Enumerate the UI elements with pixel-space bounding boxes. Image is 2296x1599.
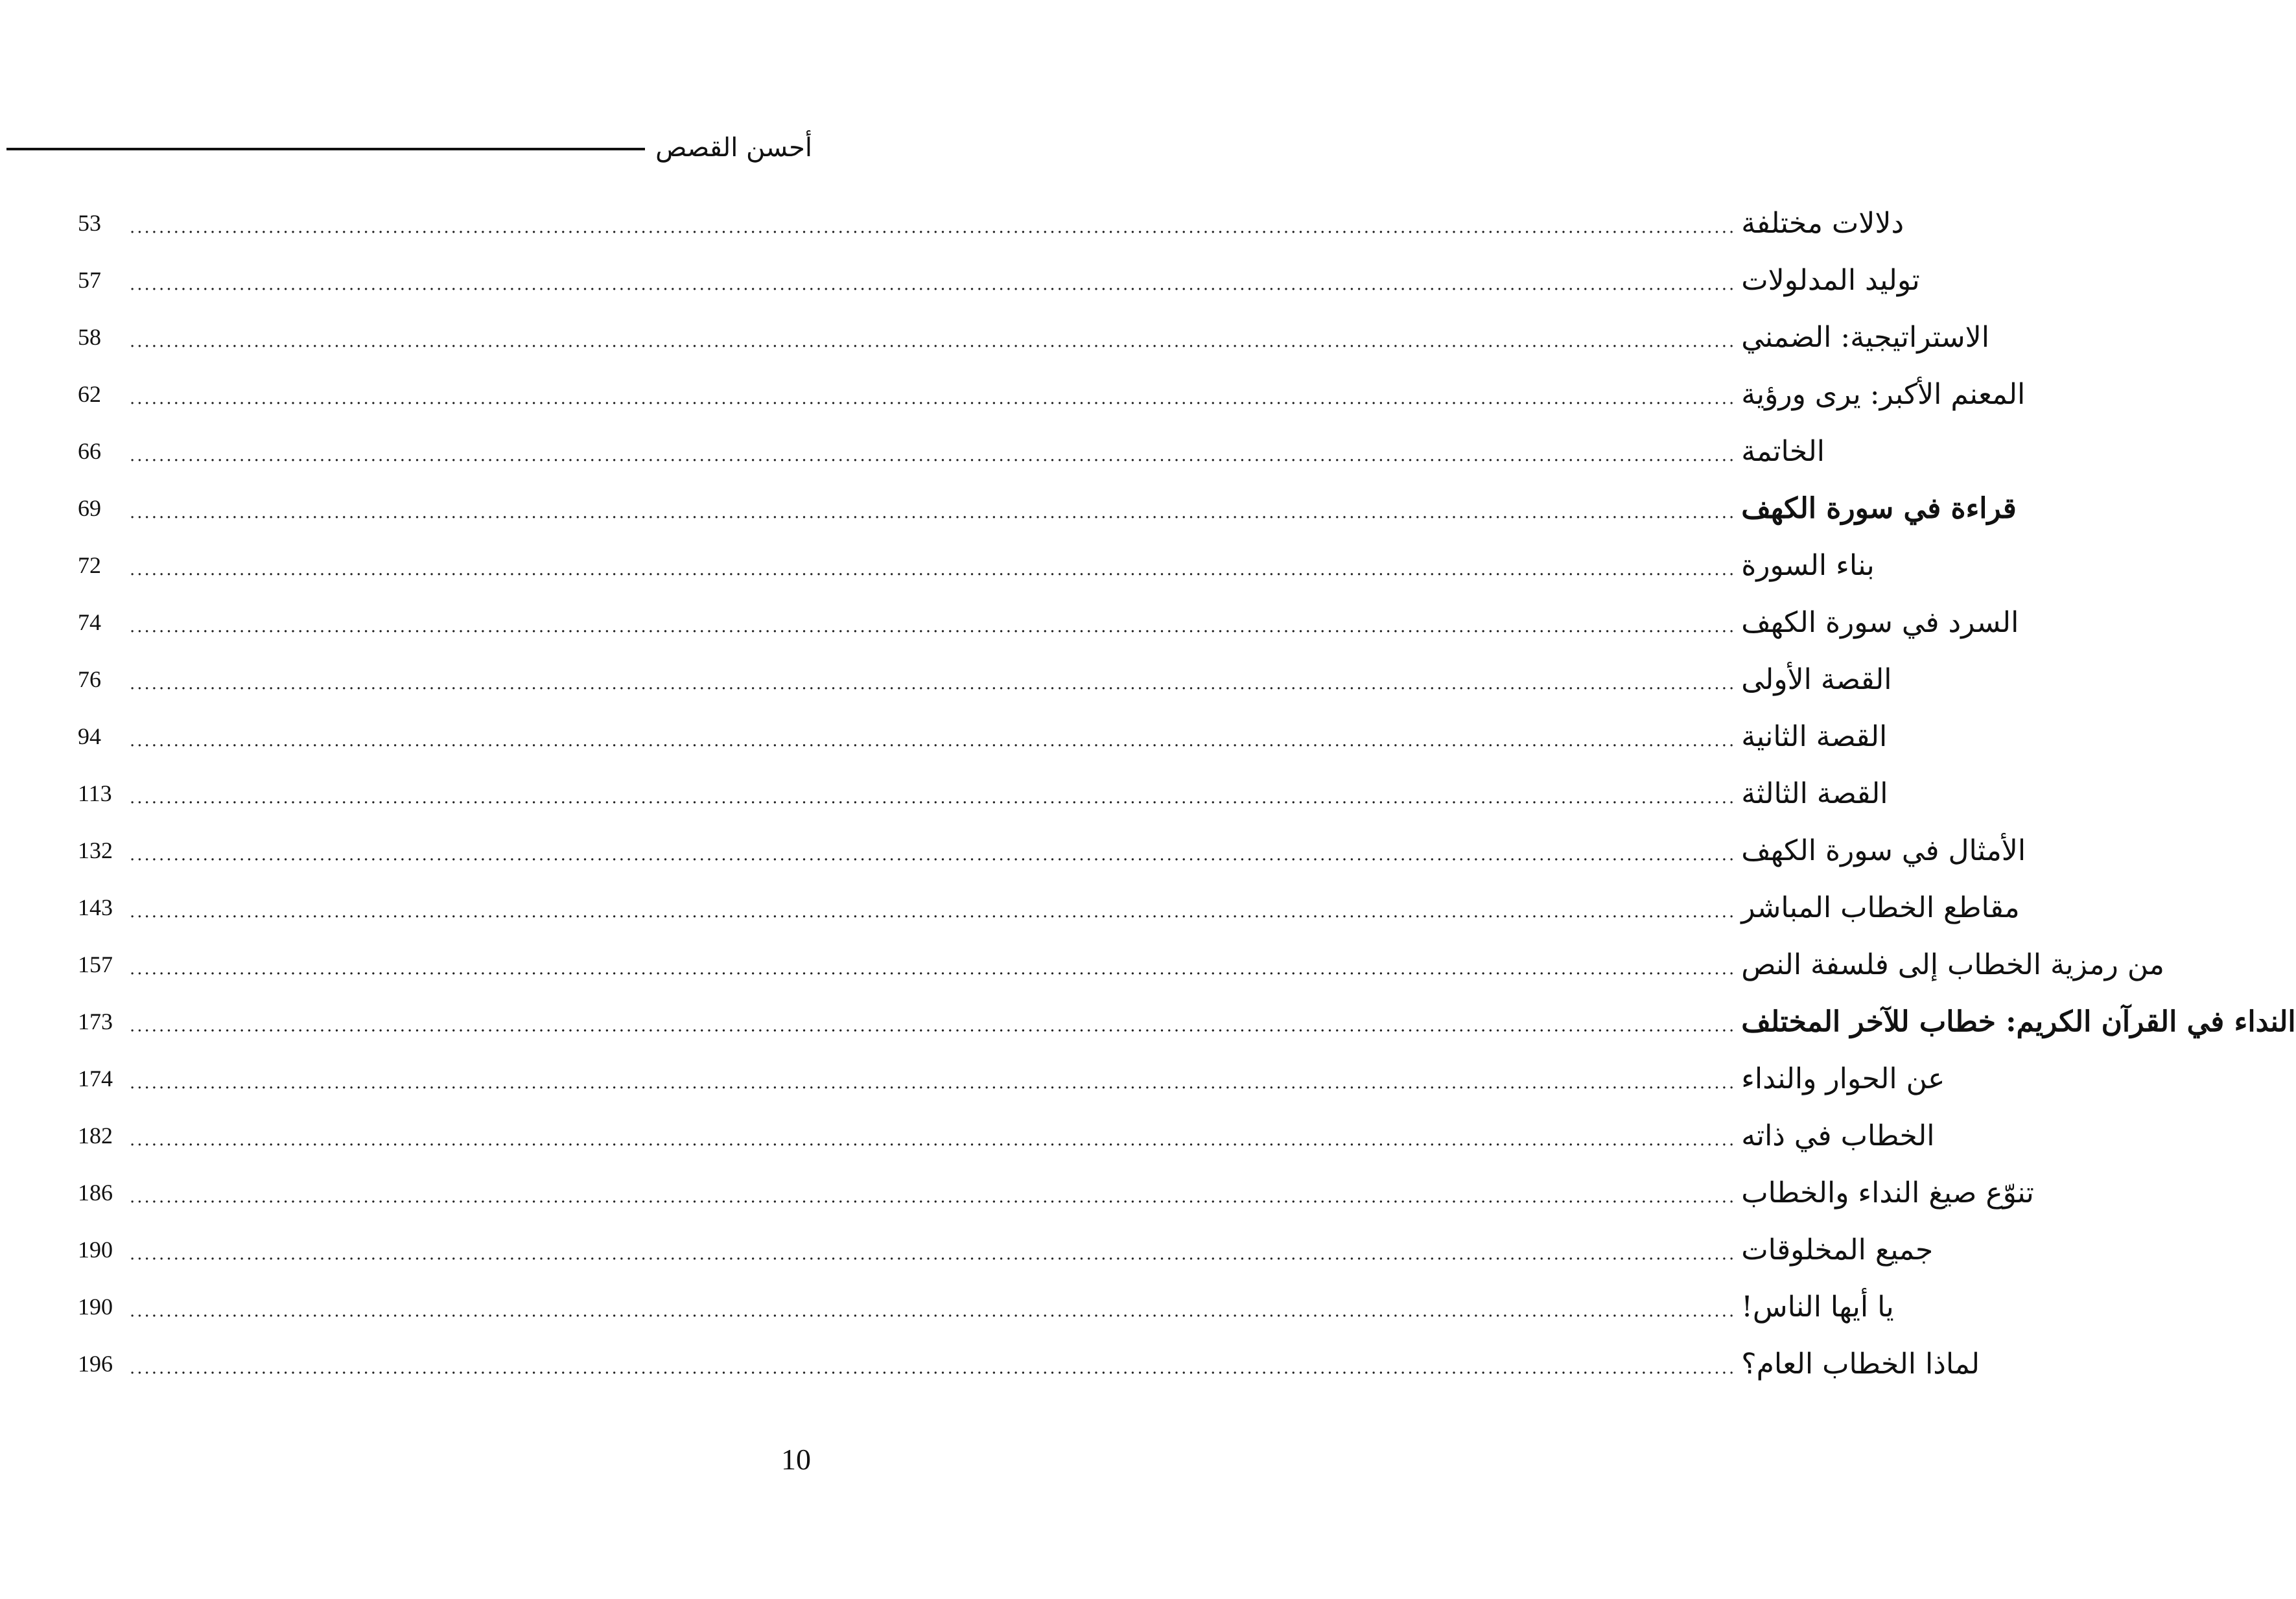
toc-chapter-title: قراءة في سورة الكهف bbox=[1741, 491, 2017, 525]
toc-page-number: 69 bbox=[78, 495, 101, 521]
dot-leader: ............................................................................................................................................................................................................................ bbox=[130, 674, 1737, 694]
toc-section-title: جميع المخلوقات bbox=[1741, 1233, 1934, 1266]
toc-page-number: 57 bbox=[78, 267, 101, 293]
toc-page-number: 76 bbox=[78, 666, 101, 692]
toc-page-number: 66 bbox=[78, 438, 101, 464]
page-number: 10 bbox=[781, 1443, 811, 1476]
toc-page-number: 113 bbox=[78, 780, 112, 806]
running-header bbox=[0, 130, 974, 169]
dot-leader: ............................................................................................................................................................................................................................ bbox=[130, 1301, 1737, 1321]
header-rule bbox=[6, 148, 645, 150]
toc-page-number: 182 bbox=[78, 1123, 113, 1149]
toc-section-title: مقاطع الخطاب المباشر bbox=[1741, 891, 2020, 924]
toc-entry bbox=[78, 765, 1888, 822]
toc-page-number: 94 bbox=[78, 723, 101, 749]
toc-section-title: تنوّع صيغ النداء والخطاب bbox=[1741, 1176, 2034, 1209]
toc-entry bbox=[78, 1278, 1894, 1335]
dot-leader: ............................................................................................................................................................................................................................ bbox=[130, 1130, 1737, 1150]
toc-section-title: القصة الثالثة bbox=[1741, 776, 1888, 810]
toc-entry bbox=[78, 822, 2026, 879]
toc-page-number: 53 bbox=[78, 210, 101, 236]
toc-section-title: الخطاب في ذاته bbox=[1741, 1119, 1935, 1152]
toc-section-title: المعنم الأكبر: يرى ورؤية bbox=[1741, 377, 2026, 411]
toc-entry bbox=[78, 480, 2017, 537]
toc-section-title: الاستراتيجية: الضمني bbox=[1741, 320, 1989, 354]
toc-page-number: 190 bbox=[78, 1294, 113, 1320]
toc-entry bbox=[78, 537, 1875, 594]
toc-section-title: السرد في سورة الكهف bbox=[1741, 605, 2019, 639]
toc-entry bbox=[78, 366, 2026, 423]
toc-entry bbox=[78, 936, 2164, 993]
toc-section-title: القصة الثانية bbox=[1741, 719, 1888, 753]
dot-leader: ............................................................................................................................................................................................................................ bbox=[130, 332, 1737, 351]
toc-page-number: 58 bbox=[78, 324, 101, 350]
toc-section-title: بناء السورة bbox=[1741, 548, 1875, 582]
toc-section-title: دلالات مختلفة bbox=[1741, 206, 1904, 240]
dot-leader: ............................................................................................................................................................................................................................ bbox=[130, 731, 1737, 751]
toc-entry bbox=[78, 423, 1825, 480]
dot-leader: ............................................................................................................................................................................................................................ bbox=[130, 1359, 1737, 1378]
dot-leader: ............................................................................................................................................................................................................................ bbox=[130, 902, 1737, 922]
toc-page-number: 157 bbox=[78, 951, 113, 977]
book-title: أحسن القصص bbox=[655, 133, 812, 163]
toc-section-title: الأمثال في سورة الكهف bbox=[1741, 834, 2026, 867]
toc-entry bbox=[78, 309, 1989, 366]
toc-page-number: 62 bbox=[78, 381, 101, 407]
toc-entry bbox=[78, 594, 2019, 651]
toc-page-number: 186 bbox=[78, 1180, 113, 1206]
dot-leader: ............................................................................................................................................................................................................................ bbox=[130, 1187, 1737, 1207]
dot-leader: ............................................................................................................................................................................................................................ bbox=[130, 788, 1737, 808]
dot-leader: ............................................................................................................................................................................................................................ bbox=[130, 218, 1737, 237]
toc-entry bbox=[78, 1221, 1934, 1278]
toc-entry bbox=[78, 708, 1888, 765]
toc-chapter-title: النداء في القرآن الكريم: خطاب للآخر المختلف bbox=[1741, 1005, 2296, 1038]
dot-leader: ............................................................................................................................................................................................................................ bbox=[130, 1073, 1737, 1093]
dot-leader: ............................................................................................................................................................................................................................ bbox=[130, 560, 1737, 579]
dot-leader: ............................................................................................................................................................................................................................ bbox=[130, 845, 1737, 865]
toc-section-title: القصة الأولى bbox=[1741, 662, 1892, 696]
toc-page-number: 173 bbox=[78, 1009, 113, 1034]
toc-section-title: يا أيها الناس! bbox=[1741, 1290, 1894, 1324]
toc-entry bbox=[78, 879, 2020, 936]
toc-page-number: 72 bbox=[78, 552, 101, 578]
toc-entry bbox=[78, 194, 1904, 251]
toc-page-number: 74 bbox=[78, 609, 101, 635]
toc-entry bbox=[78, 1335, 1980, 1392]
dot-leader: ............................................................................................................................................................................................................................ bbox=[130, 503, 1737, 522]
toc-section-title: توليد المدلولات bbox=[1741, 263, 1920, 297]
dot-leader: ............................................................................................................................................................................................................................ bbox=[130, 617, 1737, 636]
table-of-contents bbox=[78, 194, 2296, 1392]
dot-leader: ............................................................................................................................................................................................................................ bbox=[130, 389, 1737, 408]
toc-page-number: 174 bbox=[78, 1066, 113, 1091]
toc-entry bbox=[78, 1107, 1935, 1164]
toc-page-number: 143 bbox=[78, 894, 113, 920]
toc-entry bbox=[78, 651, 1892, 708]
dot-leader: ............................................................................................................................................................................................................................ bbox=[130, 1244, 1737, 1264]
toc-entry bbox=[78, 251, 1920, 309]
toc-section-title: الخاتمة bbox=[1741, 434, 1825, 468]
toc-entry bbox=[78, 1164, 2034, 1221]
dot-leader: ............................................................................................................................................................................................................................ bbox=[130, 446, 1737, 465]
toc-section-title: لماذا الخطاب العام؟ bbox=[1741, 1347, 1980, 1381]
dot-leader: ............................................................................................................................................................................................................................ bbox=[130, 1016, 1737, 1036]
toc-entry bbox=[78, 1050, 1945, 1107]
toc-section-title: عن الحوار والنداء bbox=[1741, 1062, 1945, 1095]
toc-page-number: 132 bbox=[78, 837, 113, 863]
toc-page-number: 190 bbox=[78, 1237, 113, 1263]
dot-leader: ............................................................................................................................................................................................................................ bbox=[130, 959, 1737, 979]
toc-entry bbox=[78, 993, 2296, 1050]
toc-section-title: من رمزية الخطاب إلى فلسفة النص bbox=[1741, 948, 2164, 981]
dot-leader: ............................................................................................................................................................................................................................ bbox=[130, 275, 1737, 294]
toc-page-number: 196 bbox=[78, 1351, 113, 1377]
